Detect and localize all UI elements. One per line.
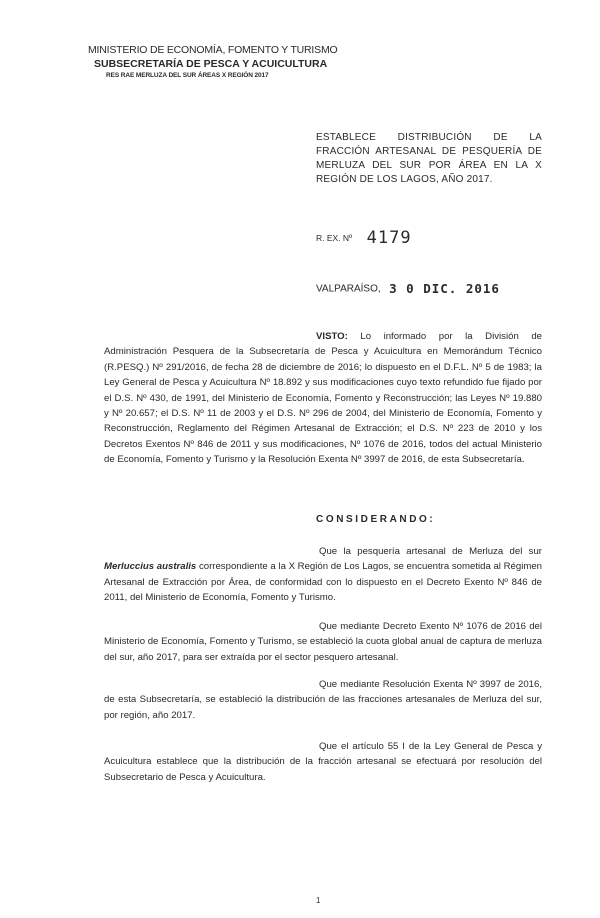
page-number: 1: [316, 896, 321, 905]
paragraph-4-text: Acuicultura establece que la distribución de la fracción artesanal se efectuará por resolución del Subsecretario de Pesca y Acuicultura.: [104, 756, 542, 783]
date-stamp: 3 0 DIC. 2016: [389, 281, 500, 297]
resolution-number-block: [316, 228, 412, 248]
document-reference: RES RAE MERLUZA DEL SUR ÁREAS X REGIÓN 2017: [106, 72, 269, 79]
considerando-paragraph-3: [104, 677, 542, 723]
paragraph-2-text: del Ministerio de Economía, Fomento y Turismo, se estableció la cuota global anual de captura de merluza del sur, año 2017, para ser extraída por el sector pesquero artesanal.: [104, 621, 542, 663]
paragraph-3-lead: Que mediante Resolución Exenta Nº 3997 de 2016,: [319, 679, 542, 690]
paragraph-1-lead: Que la pesquería artesanal de Merluza del sur: [319, 546, 542, 557]
considerando-paragraph-1: [104, 544, 542, 606]
letterhead: [88, 44, 388, 81]
paragraph-4-lead: Que el artículo 55 I de la Ley General de Pesca y: [319, 741, 542, 752]
resolution-title: ESTABLECE DISTRIBUCIÓN DE LA FRACCIÓN ARTESANAL DE PESQUERÍA DE MERLUZA DEL SUR POR ÁREA EN LA X REGIÓN DE LOS LAGOS, AÑO 2017.: [316, 132, 542, 185]
visto-paragraph: [104, 329, 542, 468]
considerando-paragraph-2: [104, 619, 542, 665]
visto-text: Lo informado por la División de Administración Pesquera de la Subsecretaría de Pesca y Acuicultura en Memorándum Técnico (R.PESQ.) Nº 291/2016, de fecha 28 de diciembre de 2016; lo dispuesto en el D.F.L. Nº 5 de 1983; la Ley General de Pesca y Acuicultura Nº 18.892 y sus modificaciones cuyo texto refundido fue fijado por el D.S. Nº 430, de 1991, del Ministerio de Economía, Fomento y Reconstrucción; las Leyes Nº 19.880 y Nº 20.657; el D.S. Nº 11 de 2003 y el D.S. Nº 296 de 2004, del Ministerio de Economía, Fomento y Reconstrucción, Reglamento del Régimen Artesanal de Extracción; el D.S. Nº 223 de 2010 y los Decretos Exentos Nº 846 de 2011 y sus modificaciones, Nº 1076 de 2016, todos del actual Ministerio de Economía, Fomento y Turismo y la Resolución Exenta Nº 3997 de 2016, de esta Subsecretaría.: [104, 331, 542, 466]
resolution-number: 4179: [366, 228, 412, 248]
ministry-name: MINISTERIO DE ECONOMÍA, FOMENTO Y TURISMO: [88, 44, 338, 56]
species-name: Merluccius australis: [104, 561, 197, 573]
subsecretaria-name: SUBSECRETARÍA DE PESCA Y ACUICULTURA: [94, 58, 328, 70]
considerando-paragraph-4: [104, 739, 542, 785]
considerando-heading: CONSIDERANDO:: [316, 514, 436, 525]
paragraph-3-text: de esta Subsecretaría, se estableció la distribución de las fracciones artesanales de Merluza del sur, por región, año 2017.: [104, 694, 542, 721]
city: VALPARAÍSO,: [316, 283, 381, 295]
resolution-number-label: R. EX. Nº: [316, 233, 353, 243]
paragraph-2-lead: Que mediante Decreto Exento Nº 1076 de 2016: [319, 621, 527, 632]
visto-label: VISTO:: [316, 331, 348, 342]
paragraph-1-text: correspondiente a la X Región de Los Lagos, se encuentra sometida al Régimen Artesanal de Extracción por Área, de conformidad con lo dispuesto en el Decreto Exento Nº 846 de 2011, del Ministerio de Economía, Fomento y Turismo.: [104, 561, 542, 604]
place-date-block: [316, 280, 500, 298]
